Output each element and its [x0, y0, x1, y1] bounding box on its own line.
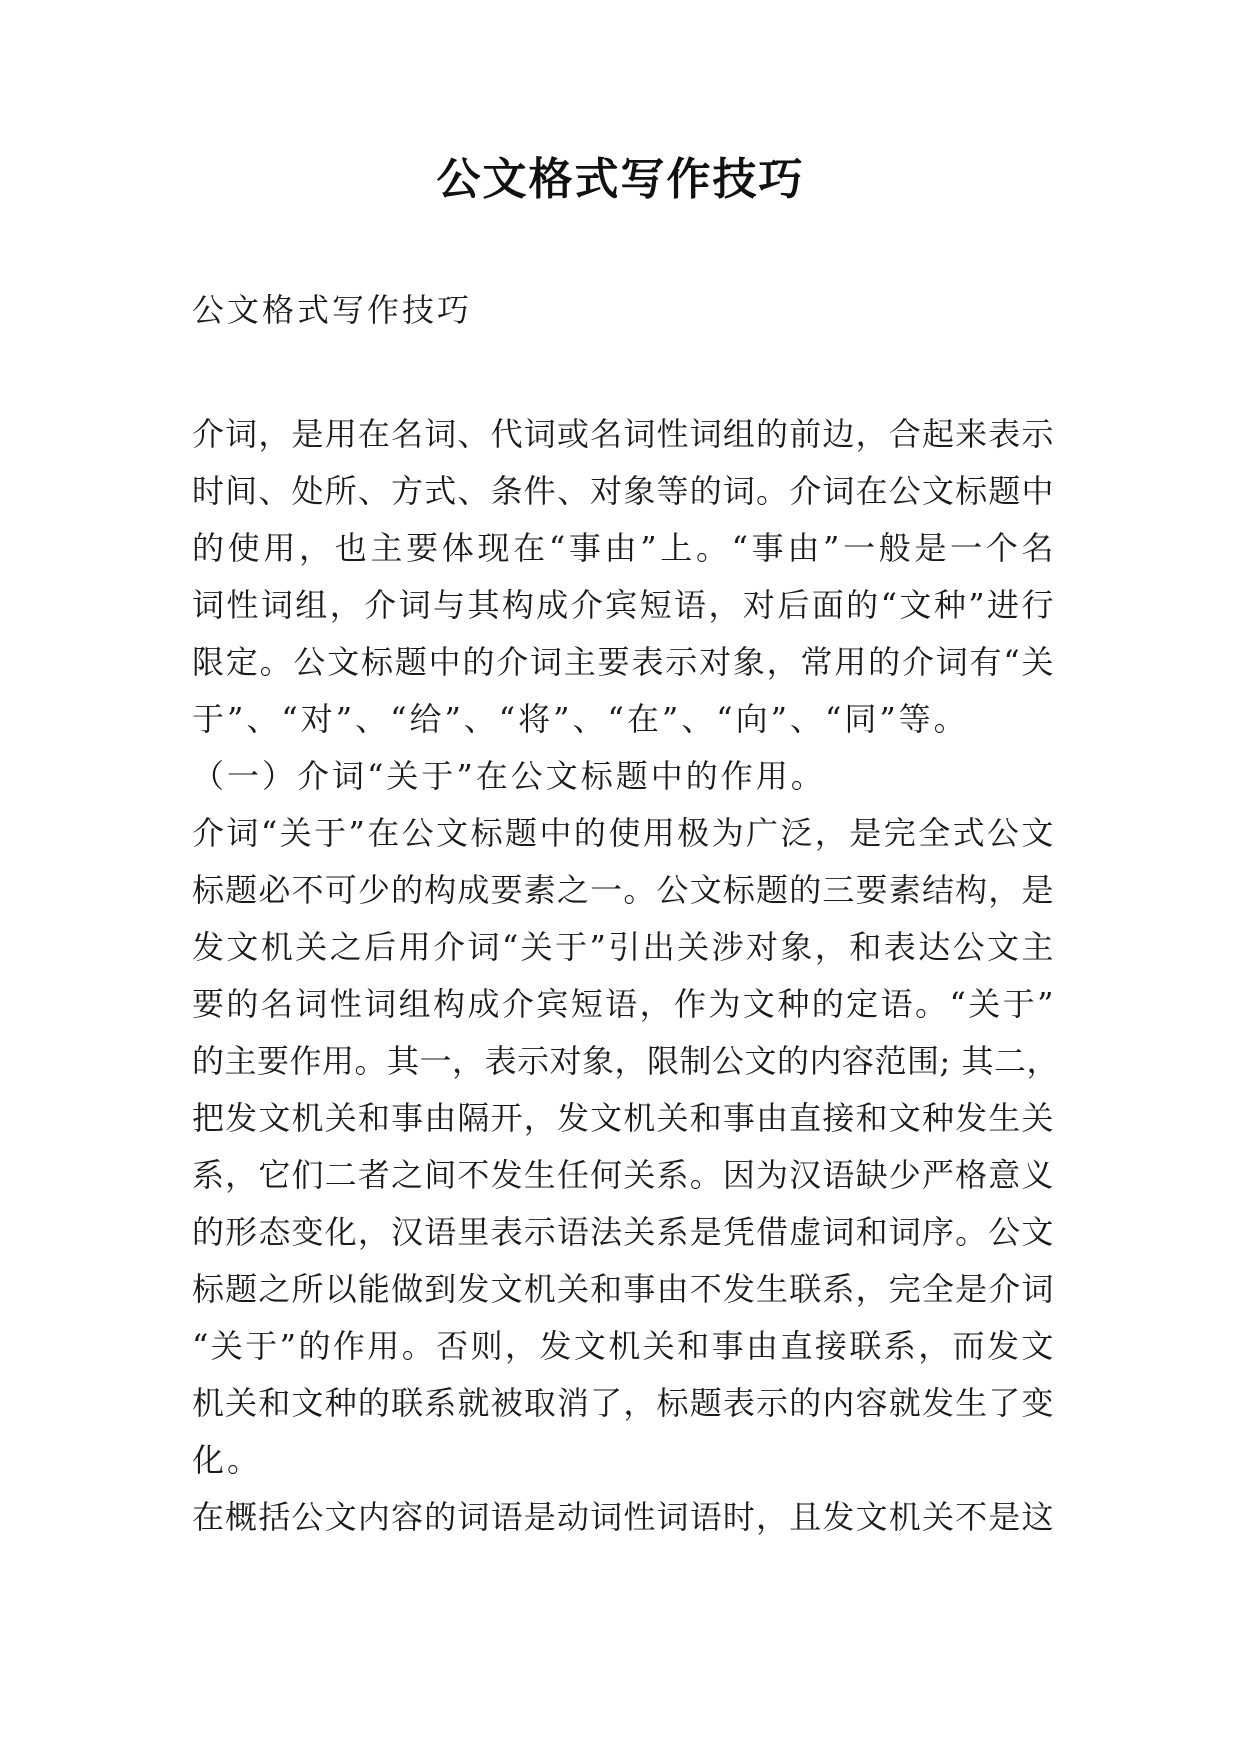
body-line: 的主要作用。其一，表示对象，限制公文的内容范围; 其二，	[192, 1042, 1059, 1080]
body-line: 化。	[192, 1441, 263, 1479]
document-subtitle: 公文格式写作技巧	[192, 291, 473, 329]
body-line: 机关和文种的联系就被取消了，标题表示的内容就发生了变	[192, 1384, 1054, 1422]
body-line: 发文机关之后用介词“关于”引出关涉对象，和表达公文主	[192, 928, 1054, 966]
document-body	[192, 406, 1059, 1546]
body-line: 要的名词性词组构成介宾短语，作为文种的定语。“关于”	[192, 985, 1054, 1023]
body-line: 的形态变化，汉语里表示语法关系是凭借虚词和词序。公文	[192, 1213, 1054, 1251]
body-line: 标题之所以能做到发文机关和事由不发生联系，完全是介词	[192, 1270, 1054, 1308]
body-line: 的使用，也主要体现在“事由”上。“事由”一般是一个名	[192, 529, 1054, 567]
body-line: 在概括公文内容的词语是动词性词语时，且发文机关不是这	[192, 1498, 1054, 1536]
body-line: “关于”的作用。否则，发文机关和事由直接联系，而发文	[192, 1327, 1054, 1365]
body-line: 把发文机关和事由隔开，发文机关和事由直接和文种发生关	[192, 1099, 1054, 1137]
body-line: 介词“关于”在公文标题中的使用极为广泛，是完全式公文	[192, 814, 1054, 852]
body-line: 于”、“对”、“给”、“将”、“在”、“向”、“同”等。	[192, 700, 969, 738]
body-line: 系，它们二者之间不发生任何关系。因为汉语缺少严格意义	[192, 1156, 1054, 1194]
body-line: 词性词组，介词与其构成介宾短语，对后面的“文种”进行	[192, 586, 1054, 624]
section-heading: （一）介词“关于”在公文标题中的作用。	[192, 757, 826, 795]
body-line: 介词，是用在名词、代词或名词性词组的前边，合起来表示	[192, 415, 1054, 453]
body-line: 限定。公文标题中的介词主要表示对象，常用的介词有“关	[192, 643, 1054, 681]
body-line: 标题必不可少的构成要素之一。公文标题的三要素结构，是	[192, 871, 1054, 909]
document-title: 公文格式写作技巧	[436, 154, 805, 205]
body-line: 时间、处所、方式、条件、对象等的词。介词在公文标题中	[192, 472, 1054, 510]
